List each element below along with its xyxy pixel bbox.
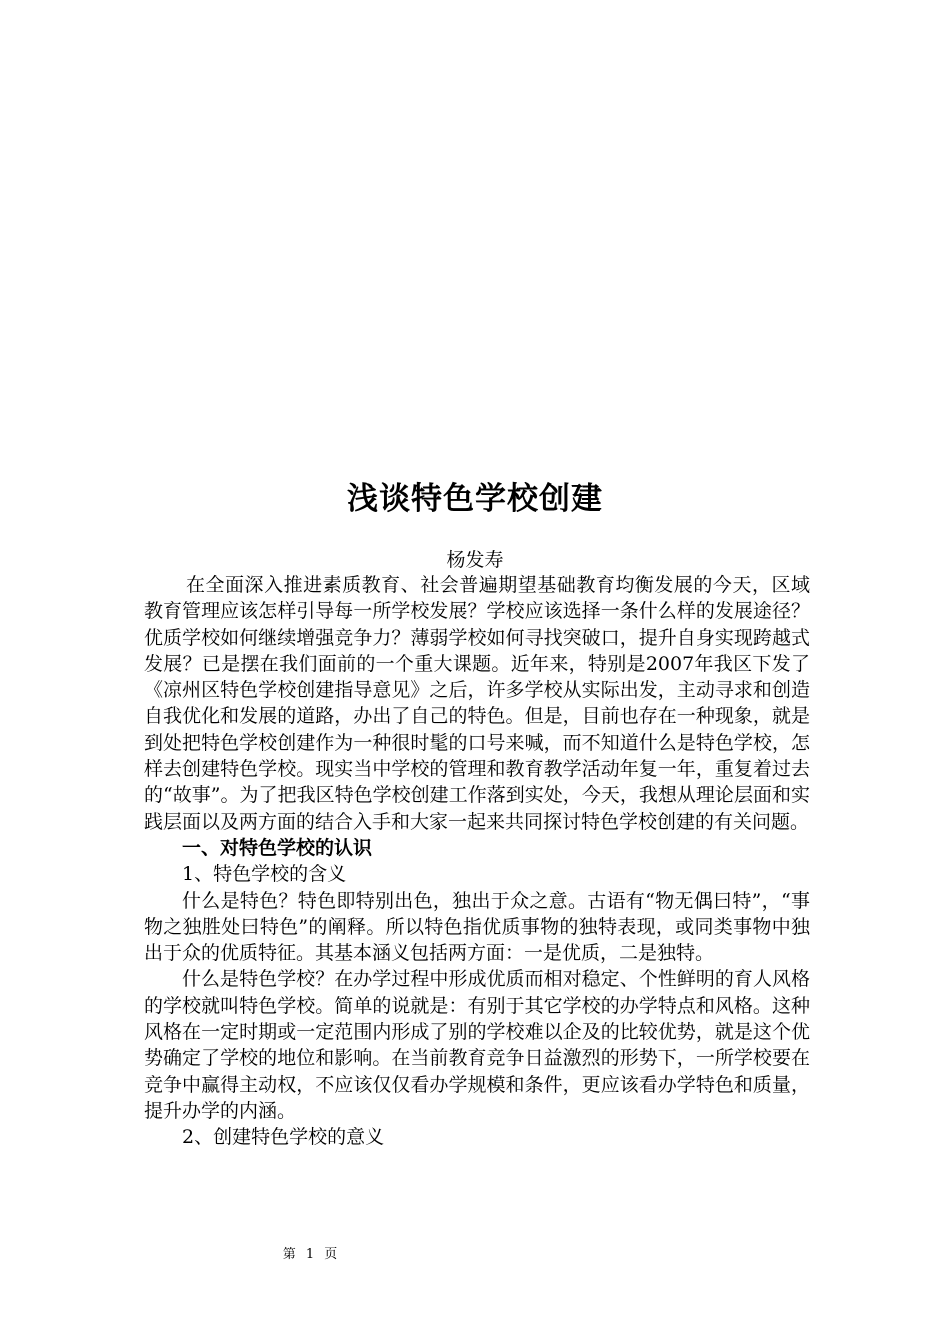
- section-heading-1: 一、对特色学校的认识: [182, 836, 373, 859]
- page-number: 第 1 页: [282, 1247, 338, 1262]
- intro-paragraph: 在全面深入推进素质教育、社会普遍期望基础教育均衡发展的今天，区域教育管理应该怎样引导每一所学校发展？学校应该选择一条什么样的发展途径？优质学校如何继续增强竞争力？薄弱学校如何寻找突破口，提升自身实现跨越式发展？已是摆在我们面前的一个重大课题。近年来，特别是2007年我区下发了《凉州区特色学校创建指导意见》之后，许多学校从实际出发，主动寻求和创造自我优化和发展的道路，办出了自己的特色。但是，目前也存在一种现象，就是到处把特色学校创建作为一种很时髦的口号来喊，而不知道什么是特色学校，怎样去创建特色学校。现实当中学校的管理和教育教学活动年复一年，重复着过去的“故事”。为了把我区特色学校创建工作落到实处，今天，我想从理论层面和实践层面以及两方面的结合入手和大家一起来共同探讨特色学校创建的有关问题。: [144, 574, 810, 833]
- subsection-heading-1: 1、特色学校的含义: [182, 863, 347, 886]
- author-name: 杨发寿: [446, 549, 504, 571]
- paragraph-what-is-feature: 什么是特色？特色即特别出色，独出于众之意。古语有“物无偶曰特”，“事物之独胜处曰特色”的阐释。所以特色指优质事物的独特表现，或同类事物中独出于众的优质特征。其基本涵义包括两方面：一是优质，二是独特。: [144, 889, 810, 965]
- subsection-heading-2: 2、创建特色学校的意义: [182, 1126, 385, 1149]
- paragraph-what-is-feature-school: 什么是特色学校？在办学过程中形成优质而相对稳定、个性鲜明的育人风格的学校就叫特色学校。简单的说就是：有别于其它学校的办学特点和风格。这种风格在一定时期或一定范围内形成了别的学校难以企及的比较优势，就是这个优势确定了学校的地位和影响。在当前教育竞争日益激烈的形势下，一所学校要在竞争中赢得主动权，不应该仅仅看办学规模和条件，更应该看办学特色和质量，提升办学的内涵。: [144, 968, 810, 1122]
- document-title: 浅谈特色学校创建: [347, 481, 603, 517]
- document-body: [144, 572, 810, 1151]
